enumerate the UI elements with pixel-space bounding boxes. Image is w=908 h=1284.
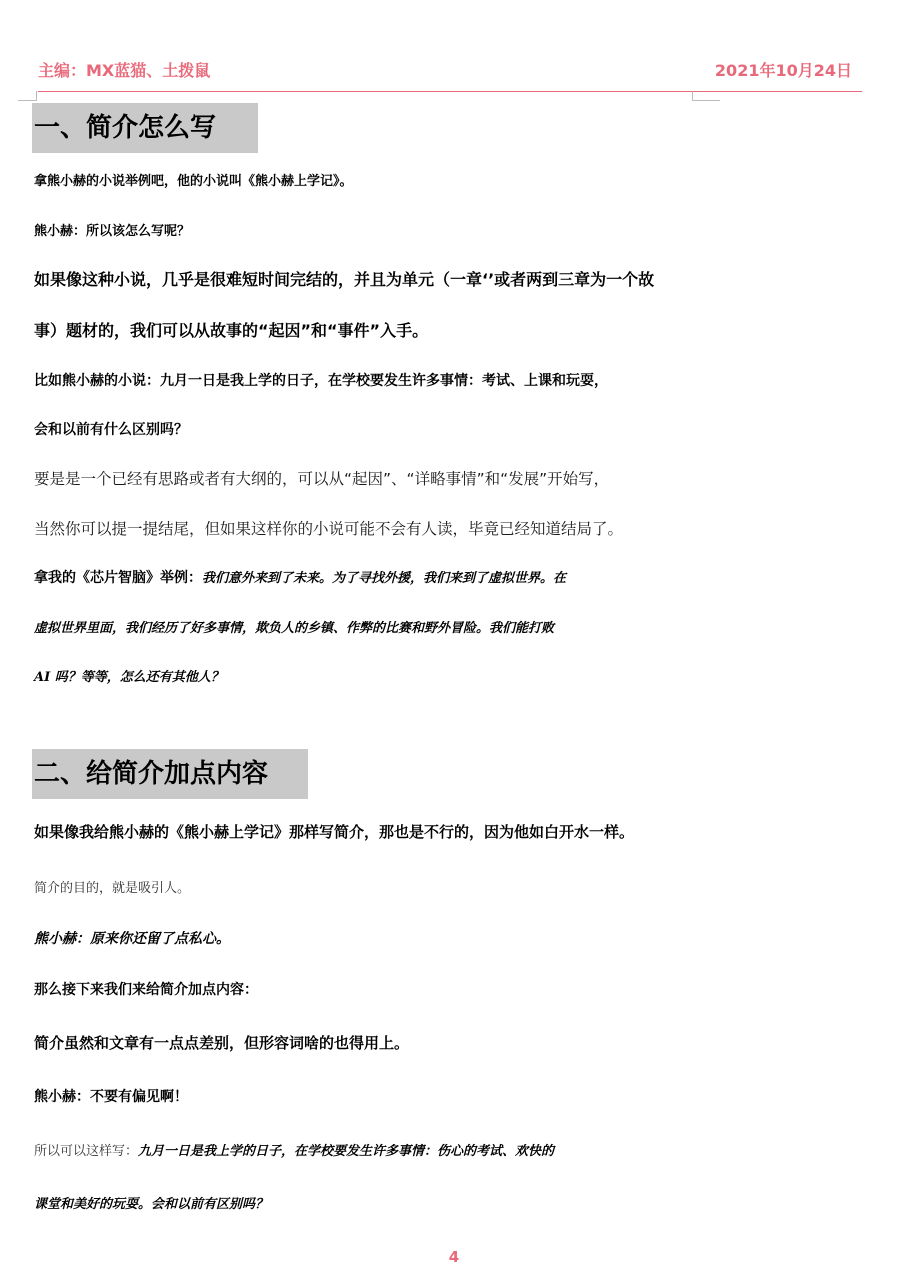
paragraph-line: 要是是一个已经有思路或者有大纲的，可以从“起因”、“详略事情”和“发展”开始写， [34,470,610,488]
header-date: 2021年10月24日 [714,61,852,80]
page-header [0,0,908,100]
margin-mark-left-vertical [36,91,37,101]
margin-mark-left [18,100,36,101]
section-2-title: 二、给简介加点内容 [32,749,308,799]
paragraph-line [34,567,566,587]
example-text: 我们意外来到了未来。为了寻找外援，我们来到了虚拟世界。在 [202,571,567,586]
paragraph-line: 比如熊小赫的小说：九月一日是我上学的日子，在学校要发生许多事情：考试、上课和玩耍， [34,373,608,389]
paragraph-line: 事）题材的，我们可以从故事的“起因”和“事件”入手。 [34,321,429,340]
paragraph-line: 简介的目的，就是吸引人。 [34,881,191,896]
paragraph-line: 虚拟世界里面，我们经历了好多事情，欺负人的乡镇、作弊的比赛和野外冒险。我们能打败 [34,621,555,636]
editor-credit: 主编：MX蓝猫、土拨鼠 [38,61,211,80]
paragraph-line: 那么接下来我们来给简介加点内容： [34,982,258,998]
section-1-title: 一、简介怎么写 [32,103,258,153]
example-text: 九月一日是我上学的日子，在学校要发生许多事情：伤心的考试、欢快的 [138,1144,555,1159]
paragraph-line: 熊小赫：原来你还留了点私心。 [34,931,230,947]
margin-mark-right-vertical [692,91,693,101]
paragraph-line: 熊小赫：所以该怎么写呢？ [34,224,191,239]
margin-mark-right [692,100,720,101]
example-label: 拿我的《芯片智脑》举例： [34,570,202,586]
paragraph-line: 如果像这种小说，几乎是很难短时间完结的，并且为单元（一章‘’或者两到三章为一个故 [34,270,655,289]
paragraph-line: 课堂和美好的玩耍。会和以前有区别吗？ [34,1197,269,1212]
paragraph-line: 会和以前有什么区别吗？ [34,422,188,438]
header-rule [38,91,862,92]
paragraph-line: AI 吗？等等，怎么还有其他人？ [34,670,224,685]
paragraph-line: 如果像我给熊小赫的《熊小赫上学记》那样写简介，那也是不行的，因为他如白开水一样。 [34,823,635,841]
lead-text: 所以可以这样写： [34,1144,139,1159]
paragraph-line: 当然你可以提一提结尾，但如果这样你的小说可能不会有人读，毕竟已经知道结局了。 [34,520,624,538]
paragraph-line: 熊小赫：不要有偏见啊！ [34,1089,188,1105]
paragraph-line: 简介虽然和文章有一点点差别，但形容词啥的也得用上。 [34,1034,410,1052]
paragraph-line: 拿熊小赫的小说举例吧，他的小说叫《熊小赫上学记》。 [34,174,353,189]
page-number: 4 [448,1248,460,1266]
paragraph-line [34,1140,554,1159]
